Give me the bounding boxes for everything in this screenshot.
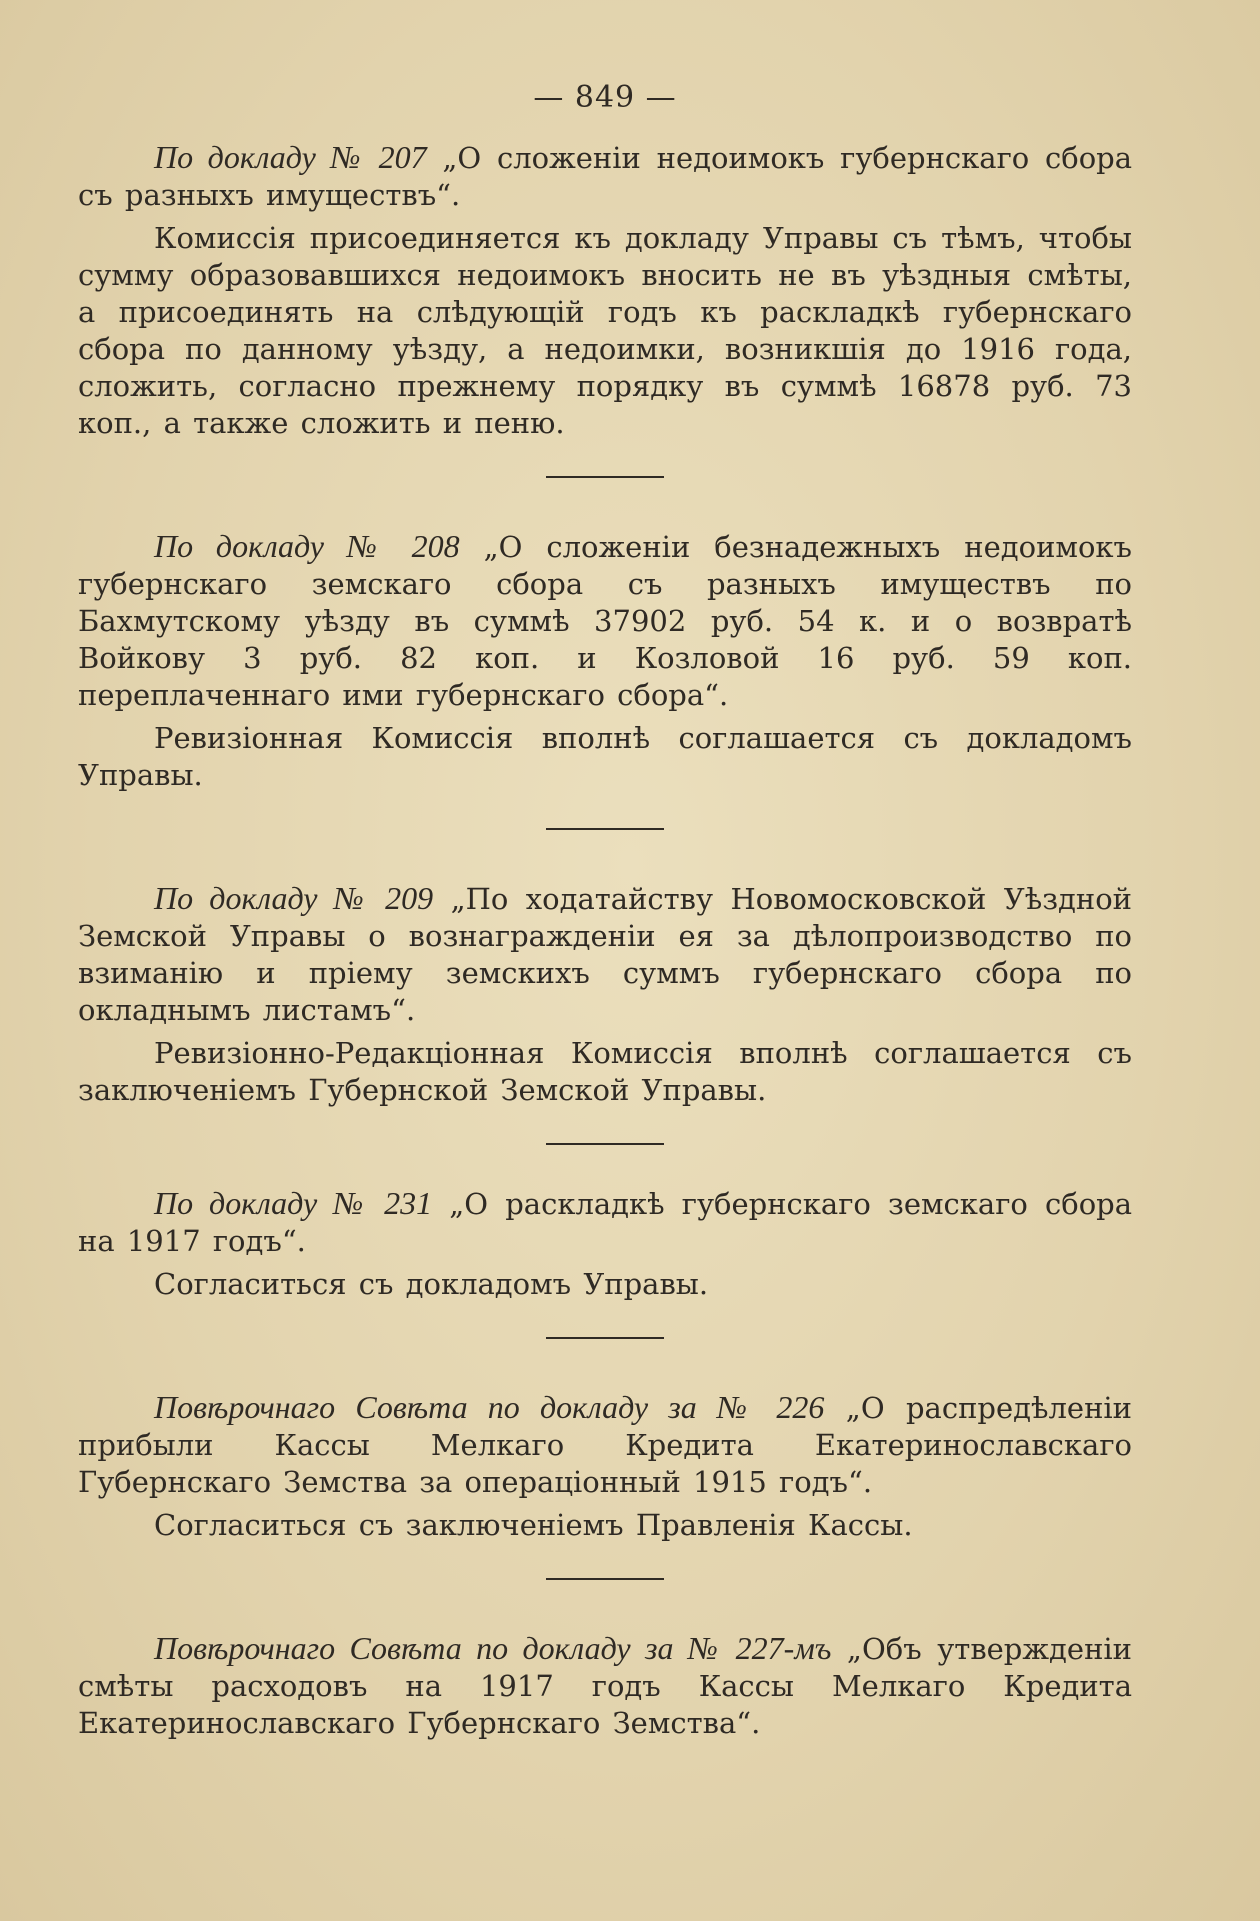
page-number: — 849 — bbox=[533, 80, 677, 115]
section-divider bbox=[546, 828, 664, 830]
section-divider bbox=[546, 1143, 664, 1145]
section-divider bbox=[546, 476, 664, 478]
section-resolution: Ревизiонно-Редакцiонная Комиссiя вполнѣ соглашается съ заключенiемъ Губернской Земской Управы. bbox=[78, 1036, 1132, 1107]
report-title: „О распредѣленiи прибыли Кассы Мелкаго Кредита Екатеринославскаго Губернскаго Земства за операцiонный 1915 годъ“. bbox=[78, 1391, 1132, 1499]
section-heading bbox=[78, 139, 1132, 214]
report-title: „О сложенiи недоимокъ губернскаго сбора съ разныхъ имуществъ“. bbox=[78, 141, 1133, 212]
report-reference: По докладу № 208 bbox=[154, 528, 460, 564]
report-section-227 bbox=[78, 1630, 1132, 1742]
section-heading bbox=[78, 880, 1132, 1029]
report-title: „Объ утвержденiи смѣты расходовъ на 1917 годъ Кассы Мелкаго Кредита Екатеринославскаго Губернскаго Земства“. bbox=[78, 1632, 1132, 1740]
report-reference: Повѣрочнаго Совѣта по докладу за № 226 bbox=[154, 1389, 825, 1425]
section-resolution: Согласиться съ докладомъ Управы. bbox=[154, 1267, 709, 1301]
section-heading bbox=[78, 1389, 1132, 1501]
report-section-231 bbox=[78, 1185, 1132, 1303]
report-section-226 bbox=[78, 1389, 1132, 1544]
document-page bbox=[78, 80, 1132, 1748]
report-reference: По докладу № 207 bbox=[154, 139, 427, 175]
report-title: „По ходатайству Новомосковской Уѣздной Земской Управы о вознагражденiи ея за дѣлопроизводство по взиманiю и прiему земскихъ суммъ губернскаго сбора по окладнымъ листамъ“. bbox=[78, 882, 1132, 1027]
section-resolution: Согласиться съ заключенiемъ Правленiя Кассы. bbox=[154, 1508, 913, 1542]
report-reference: По докладу № 231 bbox=[154, 1185, 433, 1221]
report-reference: Повѣрочнаго Совѣта по докладу за № 227-мъ bbox=[154, 1630, 832, 1666]
section-heading bbox=[78, 1630, 1132, 1742]
report-title: „О раскладкѣ губернскаго земскаго сбора на 1917 годъ“. bbox=[78, 1187, 1133, 1258]
report-section-207 bbox=[78, 139, 1132, 442]
section-resolution: Комиссiя присоединяется къ докладу Управы съ тѣмъ, чтобы сумму образовавшихся недоимокъ вносить не въ уѣздныя смѣты, а присоединять на слѣдующiй годъ къ раскладкѣ губернскаго сбора по данному уѣзду, а недоимки, возникшiя до 1916 года, сложить, согласно прежнему порядку въ суммѣ 16878 руб. 73 коп., а также сложить и пеню. bbox=[78, 221, 1132, 440]
section-divider bbox=[546, 1578, 664, 1580]
section-divider bbox=[546, 1337, 664, 1339]
report-title: „О сложенiи безнадежныхъ недоимокъ губернскаго земскаго сбора съ разныхъ имуществъ по Бахмутскому уѣзду въ суммѣ 37902 руб. 54 к. и о возвратѣ Войкову 3 руб. 82 коп. и Козловой 16 руб. 59 коп. переплаченнаго ими губернскаго сбора“. bbox=[78, 530, 1132, 712]
report-section-209 bbox=[78, 880, 1132, 1109]
section-resolution: Ревизiонная Комиссiя вполнѣ соглашается съ докладомъ Управы. bbox=[78, 721, 1132, 792]
section-heading bbox=[78, 528, 1132, 714]
report-section-208 bbox=[78, 528, 1132, 794]
report-reference: По докладу № 209 bbox=[154, 880, 434, 916]
section-heading bbox=[78, 1185, 1132, 1260]
